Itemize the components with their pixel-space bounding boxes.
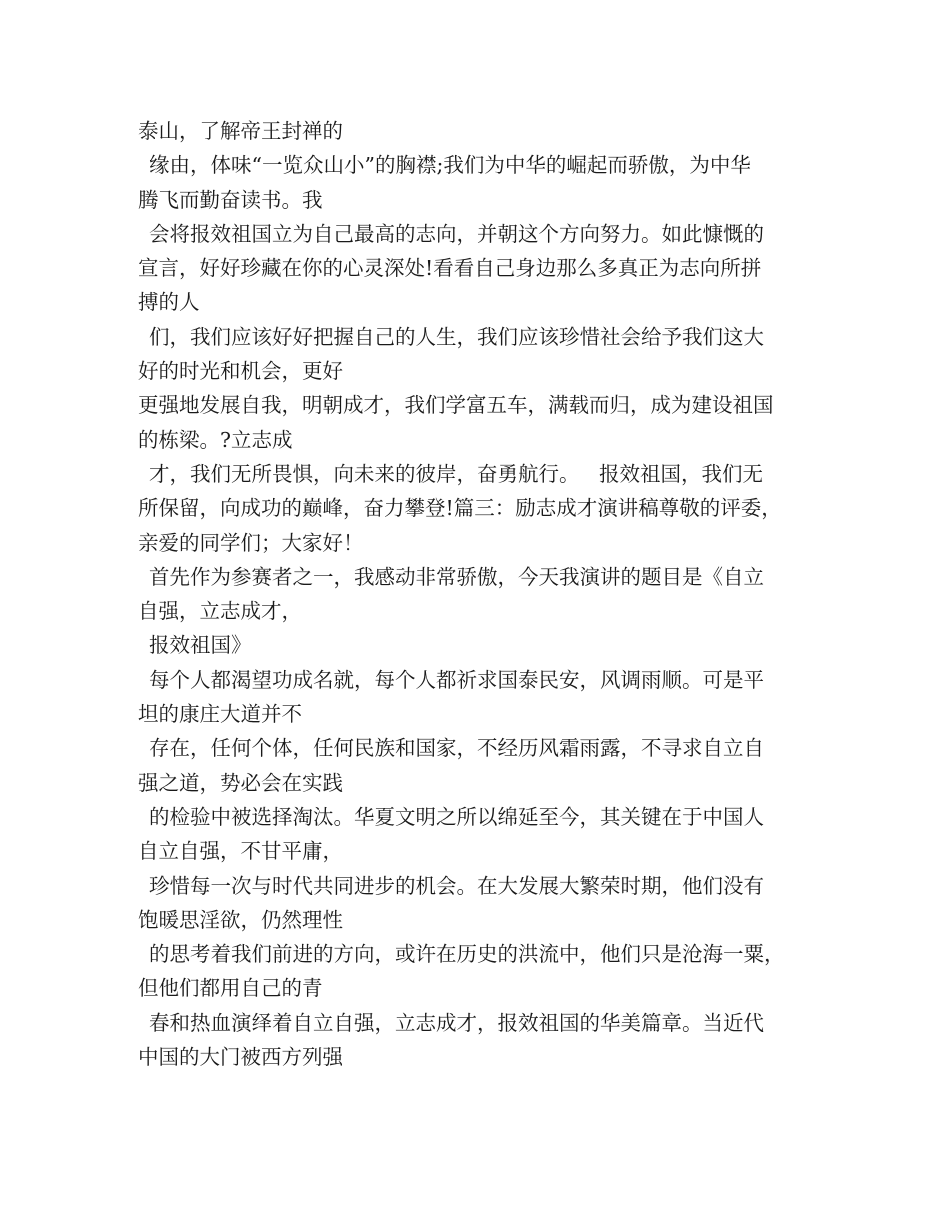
text-line: 自立自强，不甘平庸， bbox=[138, 839, 343, 864]
text-line: 珍惜每一次与时代共同进步的机会。在大发展大繁荣时期，他们没有 bbox=[149, 873, 764, 898]
text-line: 每个人都渴望功成名就，每个人都祈求国泰民安，风调雨顺。可是平 bbox=[149, 667, 764, 692]
text-line: 首先作为参赛者之一，我感动非常骄傲，今天我演讲的题目是《自立 bbox=[149, 564, 764, 589]
text-line: 所保留，向成功的巅峰，奋力攀登!篇三：励志成才演讲稿尊敬的评委， bbox=[138, 496, 782, 521]
text-line: 宣言，好好珍藏在你的心灵深处!看看自己身边那么多真正为志向所拼 bbox=[138, 256, 762, 281]
text-line: 坦的康庄大道并不 bbox=[138, 702, 302, 727]
text-line: 存在，任何个体，任何民族和国家，不经历风霜雨露，不寻求自立自 bbox=[149, 736, 764, 761]
text-line: 的检验中被选择淘汰。华夏文明之所以绵延至今，其关键在于中国人 bbox=[149, 804, 764, 829]
text-line: 报效祖国》 bbox=[149, 633, 252, 658]
text-line: 但他们都用自己的青 bbox=[138, 976, 323, 1001]
text-line: 中国的大门被西方列强 bbox=[138, 1045, 343, 1070]
text-line: 好的时光和机会，更好 bbox=[138, 359, 343, 384]
text-line: 才，我们无所畏惧，向未来的彼岸，奋勇航行。 报效祖国，我们无 bbox=[149, 461, 764, 486]
text-line: 搏的人 bbox=[138, 290, 200, 315]
text-line: 的思考着我们前进的方向，或许在历史的洪流中，他们只是沧海一粟， bbox=[149, 942, 785, 967]
text-line: 更强地发展自我，明朝成才，我们学富五车，满载而归，成为建设祖国 bbox=[138, 393, 774, 418]
text-line: 缘由，体味“一览众山小”的胸襟;我们为中华的崛起而骄傲，为中华 bbox=[149, 153, 751, 178]
document-body bbox=[138, 114, 828, 1074]
text-line: 会将报效祖国立为自己最高的志向，并朝这个方向努力。如此慷慨的 bbox=[149, 221, 764, 246]
text-line: 腾飞而勤奋读书。我 bbox=[138, 187, 323, 212]
text-line: 们，我们应该好好把握自己的人生，我们应该珍惜社会给予我们这大 bbox=[149, 324, 764, 349]
text-line: 饱暖思淫欲，仍然理性 bbox=[138, 907, 343, 932]
text-line: 自强，立志成才， bbox=[138, 599, 302, 624]
text-line: 春和热血演绎着自立自强，立志成才，报效祖国的华美篇章。当近代 bbox=[149, 1010, 764, 1035]
text-line: 泰山，了解帝王封禅的 bbox=[138, 119, 343, 143]
text-line: 的栋梁。?立志成 bbox=[138, 427, 293, 452]
text-line: 强之道，势必会在实践 bbox=[138, 770, 343, 795]
text-line: 亲爱的同学们；大家好！ bbox=[138, 530, 364, 555]
